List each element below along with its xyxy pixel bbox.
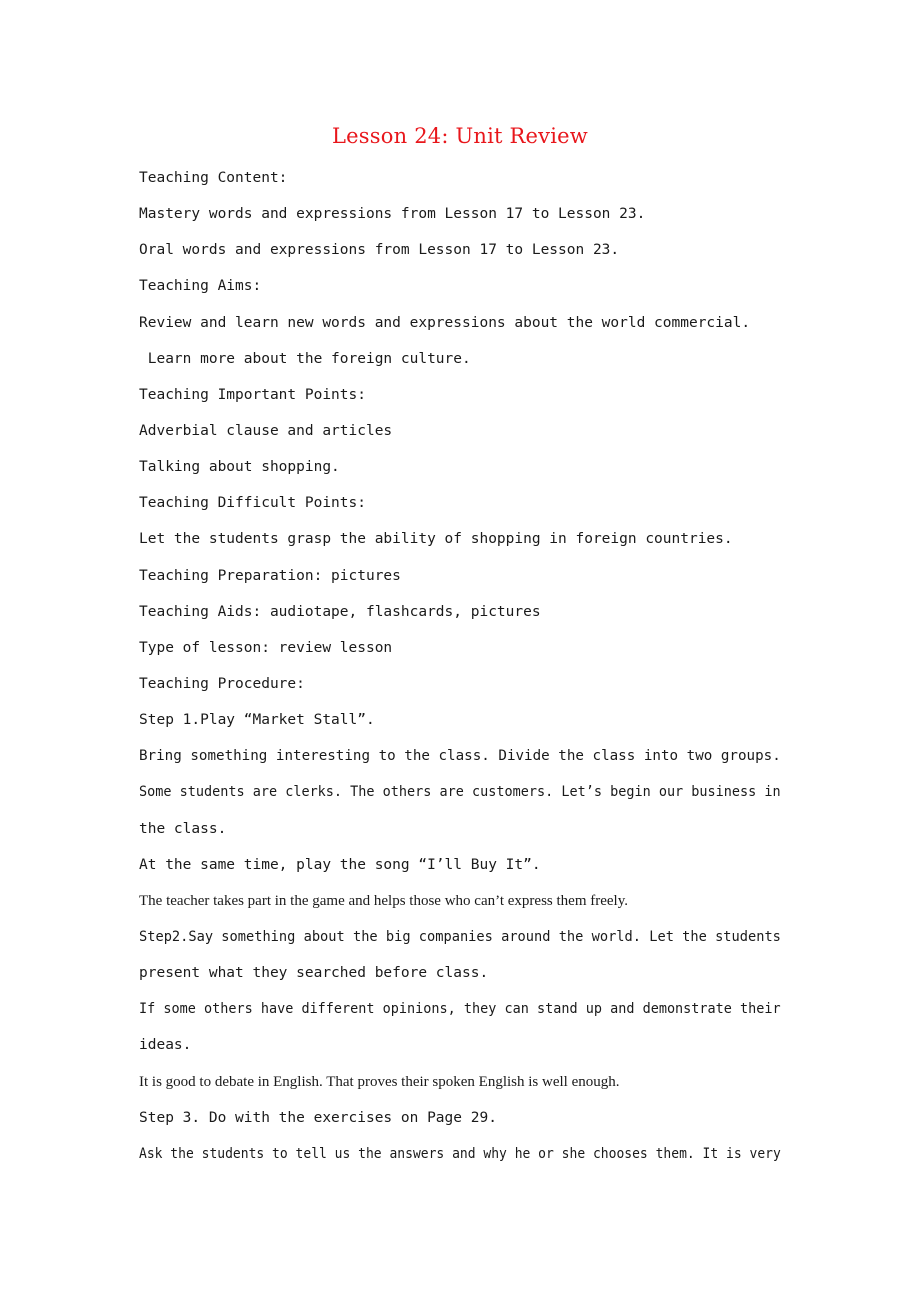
text-line: Ask the students to tell us the answers and why he or she chooses them. It is very (139, 1145, 781, 1162)
text-line: Step 1.Play “Market Stall”. (139, 712, 375, 729)
text-line: Review and learn new words and expressions about the world commercial. (139, 314, 751, 331)
lesson-title: Lesson 24: Unit Review (332, 124, 588, 148)
text-line: Teaching Aids: audiotape, flashcards, pictures (139, 603, 541, 620)
text-line: The teacher takes part in the game and helps those who can’t express them freely. (139, 892, 628, 909)
text-line: Teaching Difficult Points: (139, 495, 366, 512)
text-line: Teaching Preparation: pictures (139, 567, 401, 584)
text-line: Teaching Important Points: (139, 386, 366, 403)
text-line: Type of lesson: review lesson (139, 639, 393, 656)
text-line: Some students are clerks. The others are customers. Let’s begin our business in (139, 784, 781, 801)
text-line: the class. (139, 820, 227, 837)
text-line: Learn more about the foreign culture. (139, 350, 471, 367)
text-line: Step 3. Do with the exercises on Page 29. (139, 1109, 497, 1126)
lesson-body (139, 164, 781, 1176)
text-line: If some others have different opinions, they can stand up and demonstrate their (139, 1001, 781, 1018)
text-line: Step2.Say something about the big companies around the world. Let the students (139, 928, 781, 945)
text-line: Adverbial clause and articles (139, 422, 393, 439)
text-line: Bring something interesting to the class. Divide the class into two groups. (139, 748, 781, 765)
text-line: Let the students grasp the ability of shopping in foreign countries. (139, 531, 733, 548)
text-line: It is good to debate in English. That proves their spoken English is well enough. (139, 1073, 620, 1090)
text-line: Teaching Aims: (139, 278, 262, 295)
text-line: Mastery words and expressions from Lesson 17 to Lesson 23. (139, 206, 646, 223)
text-line: ideas. (139, 1037, 192, 1054)
text-line: Teaching Procedure: (139, 675, 305, 692)
text-line: present what they searched before class. (139, 965, 489, 982)
text-line: Talking about shopping. (139, 459, 340, 476)
text-line: Teaching Content: (139, 170, 288, 186)
text-line: Oral words and expressions from Lesson 17 to Lesson 23. (139, 242, 620, 259)
text-line: At the same time, play the song “I’ll Buy It”. (139, 856, 541, 873)
